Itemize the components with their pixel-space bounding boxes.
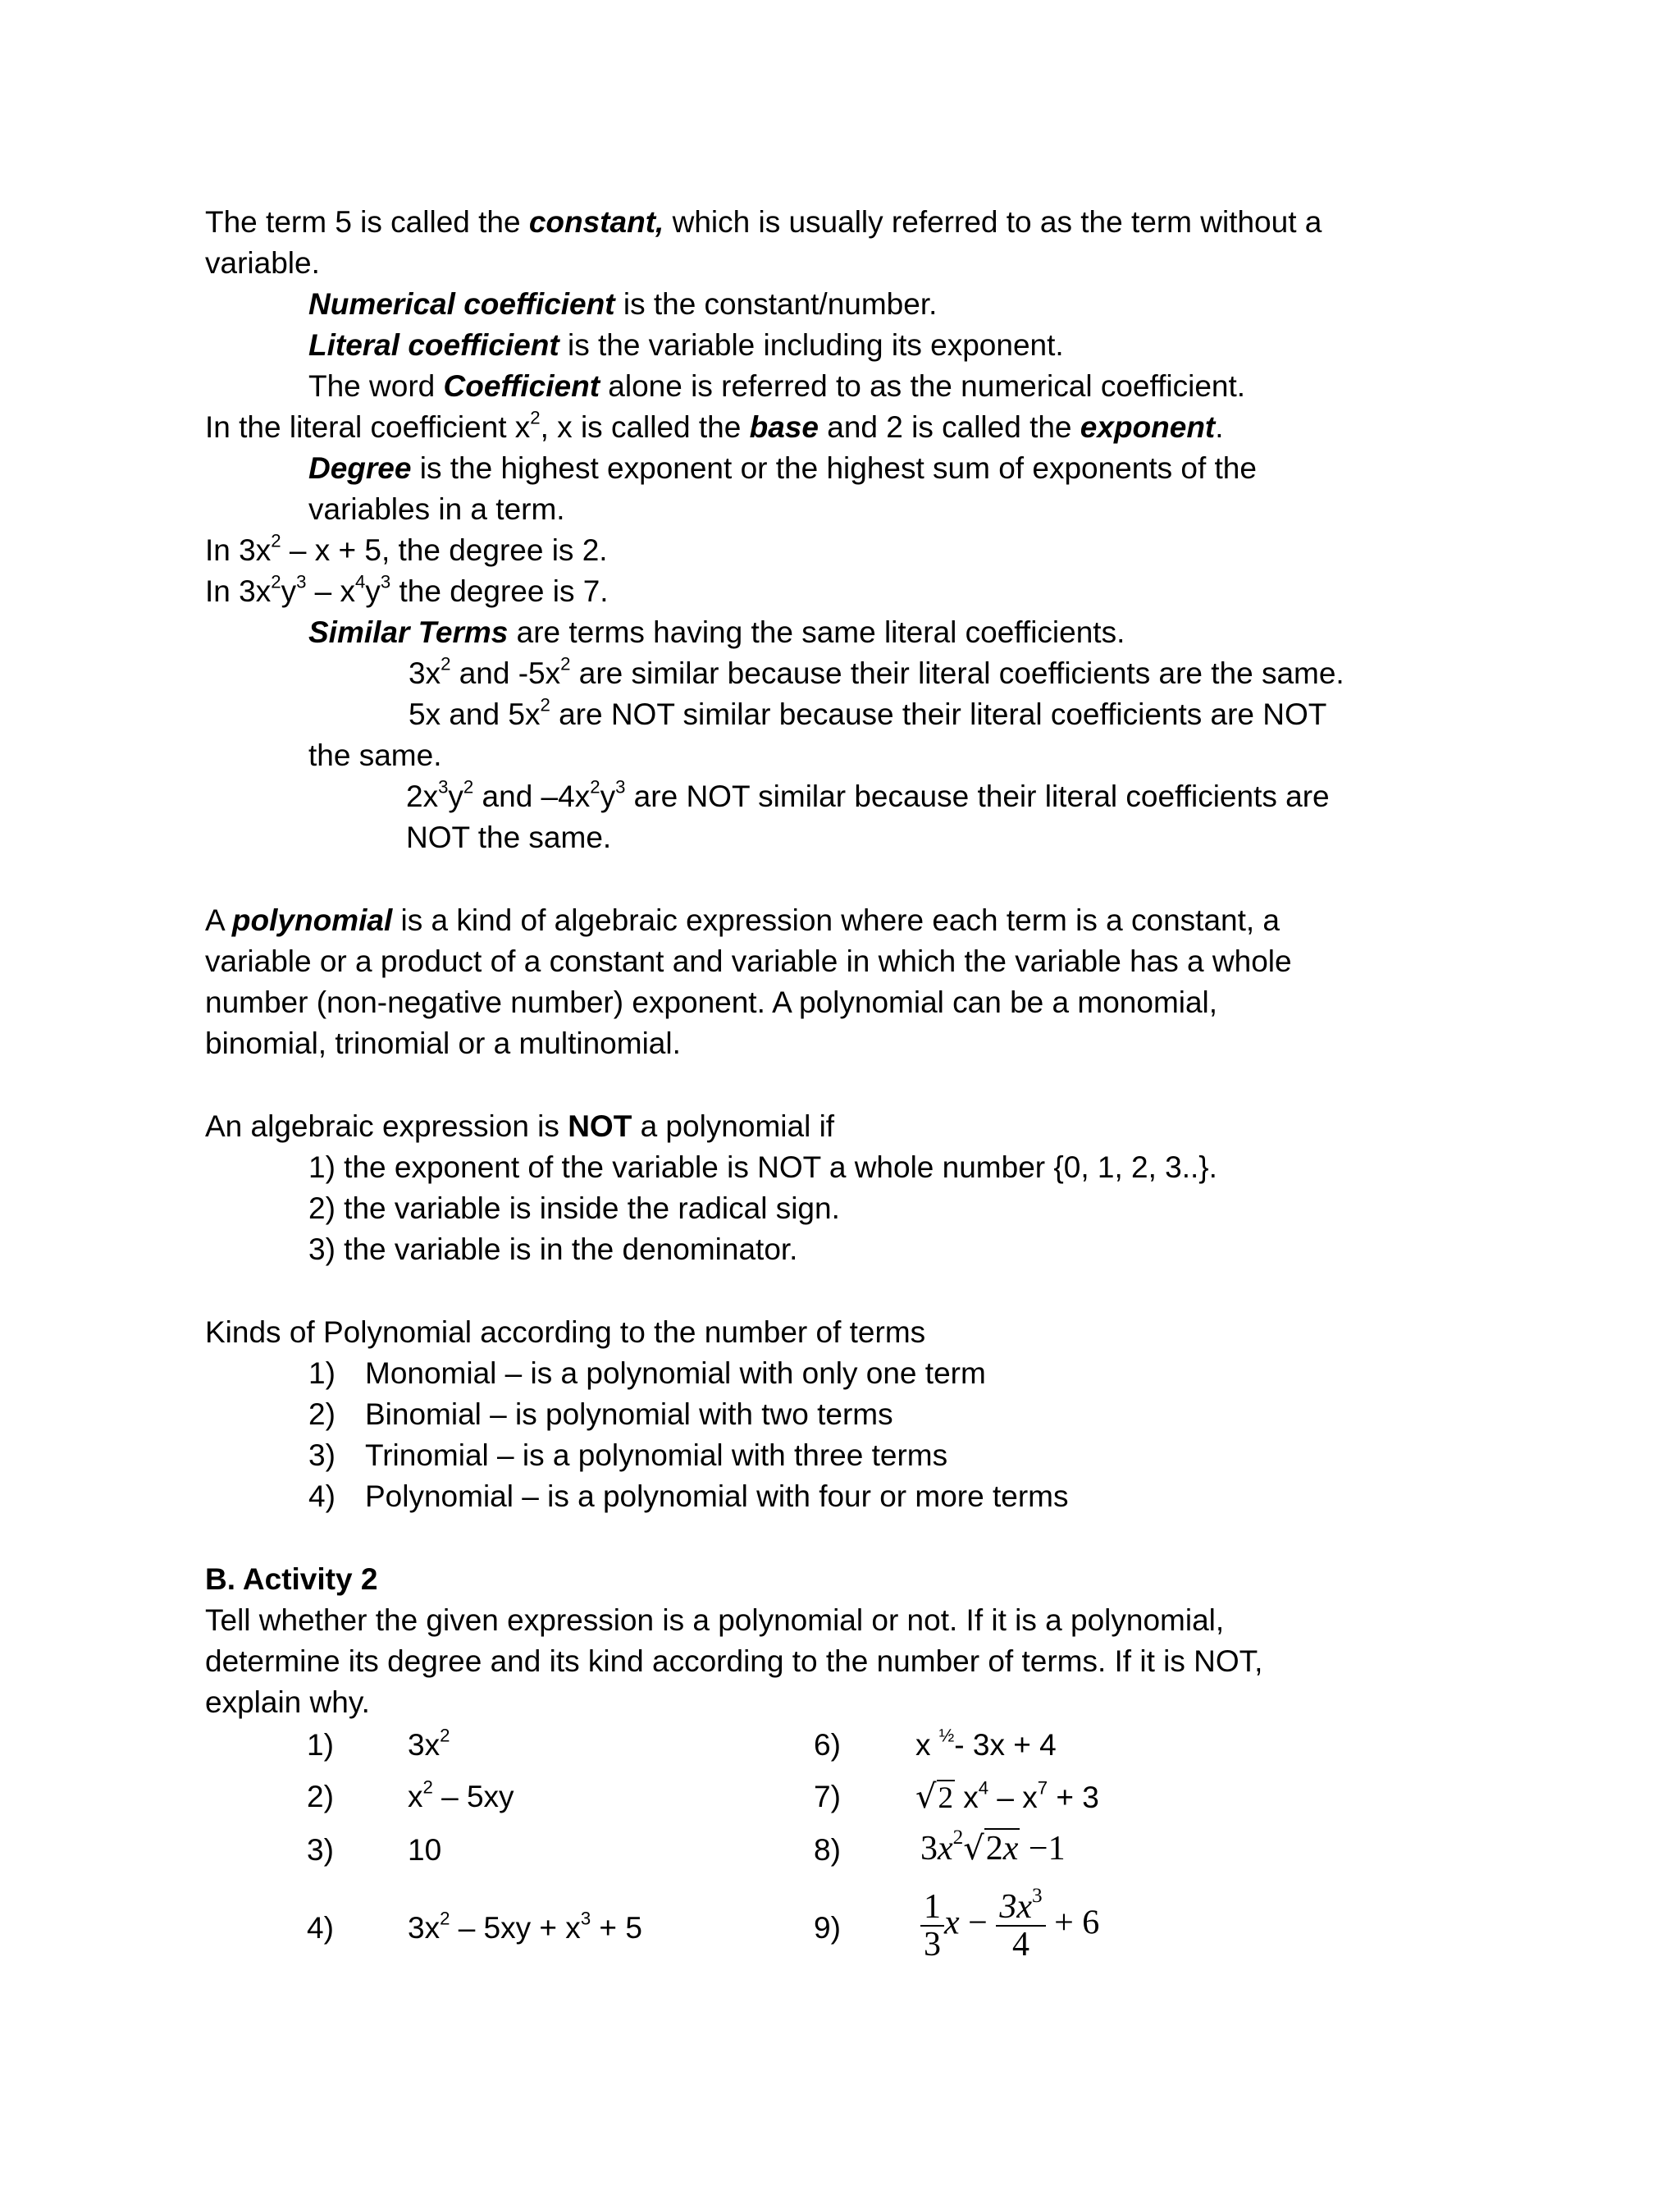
radicand xyxy=(984,1828,1020,1868)
superscript: 3 xyxy=(296,571,307,592)
list-text: Polynomial – is a polynomial with four or more terms xyxy=(365,1479,1069,1513)
literal-coefficient-def xyxy=(308,325,1064,366)
similar-example-2 xyxy=(409,694,1326,735)
text: which is usually referred to as the term without a xyxy=(664,205,1322,239)
text: are NOT similar because their literal coefficients are NOT xyxy=(550,697,1327,731)
polynomial-def-line3: number (non-negative number) exponent. A polynomial can be a monomial, xyxy=(205,985,1218,1019)
superscript: 2 xyxy=(271,530,281,551)
superscript: 2 xyxy=(271,571,281,592)
square-root xyxy=(915,1776,955,1819)
base-term: base xyxy=(749,410,819,444)
superscript: 2 xyxy=(590,776,600,798)
text: y xyxy=(600,780,616,813)
not-polynomial-item: 2) the variable is inside the radical sign. xyxy=(308,1191,840,1225)
text: - 3x + 4 xyxy=(954,1728,1057,1762)
polynomial-def-line2: variable or a product of a constant and variable in which the variable has a whole xyxy=(205,944,1292,978)
superscript: 2 xyxy=(530,407,541,428)
superscript: 2 xyxy=(463,776,474,798)
radical-sign-icon: √ xyxy=(963,1830,984,1868)
text: y xyxy=(448,780,463,813)
literal-coefficient-term: Literal coefficient xyxy=(308,328,559,362)
activity-expression-7 xyxy=(915,1776,1099,1819)
superscript: 2 xyxy=(441,653,451,674)
variable: x xyxy=(1002,1830,1019,1868)
similar-terms-term: Similar Terms xyxy=(308,615,509,649)
text: x xyxy=(955,1781,979,1814)
activity-item-number: 1) xyxy=(307,1728,334,1762)
text: the degree is 7. xyxy=(390,574,609,608)
text: 2x xyxy=(406,780,439,813)
list-text: Trinomial – is a polynomial with three terms xyxy=(365,1438,948,1472)
activity-item-number: 9) xyxy=(814,1911,841,1945)
activity-item-number: 3) xyxy=(307,1833,334,1867)
similar-example-3-cont: NOT the same. xyxy=(406,821,612,854)
activity-item-number: 6) xyxy=(814,1728,841,1762)
list-text: Binomial – is polynomial with two terms xyxy=(365,1397,893,1431)
denominator: 4 xyxy=(1011,1926,1029,1964)
text: y xyxy=(281,574,297,608)
text: and -5x xyxy=(450,656,561,690)
polynomial-def-line1 xyxy=(205,900,1280,941)
numerator xyxy=(996,1885,1045,1927)
list-number: 4) xyxy=(308,1479,336,1513)
activity-item-number: 4) xyxy=(307,1911,334,1945)
text: , x is called the xyxy=(540,410,750,444)
fraction xyxy=(996,1885,1045,1964)
text: y xyxy=(365,574,381,608)
fraction xyxy=(920,1889,944,1963)
square-root xyxy=(963,1828,1020,1869)
text: is the highest exponent or the highest sum of exponents of the xyxy=(411,451,1257,485)
text: x xyxy=(408,1780,423,1813)
text: – x xyxy=(988,1781,1038,1814)
activity-expression-9 xyxy=(920,1885,1100,1964)
activity-expression-1 xyxy=(408,1725,450,1766)
text: 2 xyxy=(985,1830,1003,1868)
numerical-coefficient-term: Numerical coefficient xyxy=(308,287,615,321)
constant-paragraph-line2: variable. xyxy=(205,246,320,280)
list-number: 2) xyxy=(308,1397,336,1431)
list-text: Monomial – is a polynomial with only one term xyxy=(365,1356,986,1390)
polynomial-term: polynomial xyxy=(231,903,393,937)
polynomial-def-line4: binomial, trinomial or a multinomial. xyxy=(205,1026,681,1060)
text: + 5 xyxy=(591,1911,642,1945)
text: 3x xyxy=(408,1728,441,1762)
coefficient-def xyxy=(308,366,1245,407)
variable: x xyxy=(944,1904,960,1942)
degree-def-line1 xyxy=(308,448,1257,489)
text: – x xyxy=(306,574,356,608)
superscript: 4 xyxy=(978,1777,989,1799)
text: and –4x xyxy=(473,780,591,813)
text: – x + 5, the degree is 2. xyxy=(281,533,608,567)
activity-expression-3: 10 xyxy=(408,1833,442,1867)
text: 3 xyxy=(920,1830,938,1868)
text: In 3x xyxy=(205,574,272,608)
text: 3x xyxy=(999,1888,1032,1926)
superscript: 3 xyxy=(580,1908,591,1929)
not-polynomial-item: 1) the exponent of the variable is NOT a whole number {0, 1, 2, 3..}. xyxy=(308,1150,1217,1184)
superscript: 7 xyxy=(1037,1777,1048,1799)
similar-example-2-cont: the same. xyxy=(308,738,442,772)
superscript: 2 xyxy=(952,1827,964,1849)
denominator: 3 xyxy=(924,1926,941,1964)
numerical-coefficient-def xyxy=(308,284,937,325)
degree-example-2 xyxy=(205,571,609,612)
superscript: 2 xyxy=(440,1908,450,1929)
activity-expression-4 xyxy=(408,1908,642,1949)
superscript: 4 xyxy=(355,571,366,592)
activity-expression-6 xyxy=(915,1725,1057,1766)
superscript: 2 xyxy=(540,694,550,716)
text: a polynomial if xyxy=(632,1109,835,1143)
degree-def-line2: variables in a term. xyxy=(308,492,565,526)
text: A xyxy=(205,903,232,937)
variable: x xyxy=(938,1830,953,1868)
kinds-heading: Kinds of Polynomial according to the number of terms xyxy=(205,1315,926,1349)
text: x xyxy=(915,1728,939,1762)
text: The word xyxy=(308,369,444,403)
coefficient-term: Coefficient xyxy=(443,369,600,403)
text: . xyxy=(1215,410,1224,444)
text: is the variable including its exponent. xyxy=(559,328,1064,362)
not-polynomial-item: 3) the variable is in the denominator. xyxy=(308,1232,798,1266)
superscript: 2 xyxy=(440,1725,450,1746)
numerator: 1 xyxy=(920,1889,944,1927)
similar-example-1 xyxy=(409,653,1344,694)
activity-title: B. Activity 2 xyxy=(205,1562,378,1596)
text: −1 xyxy=(1020,1830,1066,1868)
list-number: 3) xyxy=(308,1438,336,1472)
superscript: 2 xyxy=(560,653,571,674)
text: In the literal coefficient x xyxy=(205,410,531,444)
not-term: NOT xyxy=(568,1109,632,1143)
text: are similar because their literal coefficients are the same. xyxy=(570,656,1344,690)
radicand: 2 xyxy=(938,1781,953,1815)
text: – 5xy + x xyxy=(450,1911,581,1945)
text: + 3 xyxy=(1048,1781,1099,1814)
list-number: 1) xyxy=(308,1356,336,1390)
exponent-term: exponent xyxy=(1080,410,1216,444)
activity-instructions-line3: explain why. xyxy=(205,1685,370,1719)
constant-paragraph-line1 xyxy=(205,202,1322,243)
superscript: ½ xyxy=(938,1725,955,1746)
activity-instructions-line1: Tell whether the given expression is a polynomial or not. If it is a polynomial, xyxy=(205,1603,1225,1637)
degree-example-1 xyxy=(205,530,608,571)
text: + 6 xyxy=(1045,1904,1100,1942)
superscript: 3 xyxy=(615,776,626,798)
superscript: 3 xyxy=(380,571,391,592)
text: alone is referred to as the numerical coefficient. xyxy=(600,369,1246,403)
activity-item-number: 2) xyxy=(307,1780,334,1813)
text: – 5xy xyxy=(432,1780,514,1813)
text: is a kind of algebraic expression where each term is a constant, a xyxy=(392,903,1281,937)
text: 3x xyxy=(408,1911,441,1945)
activity-expression-8 xyxy=(920,1828,1066,1869)
radical-sign-icon: √ xyxy=(915,1778,937,1816)
activity-item-number: 7) xyxy=(814,1780,841,1813)
text: 3x xyxy=(409,656,441,690)
base-exponent-def xyxy=(205,407,1224,448)
similar-terms-def xyxy=(308,612,1125,653)
text: An algebraic expression is xyxy=(205,1109,568,1143)
text: The term 5 is called the xyxy=(205,205,529,239)
text: are NOT similar because their literal coefficients are xyxy=(625,780,1330,813)
text: In 3x xyxy=(205,533,272,567)
superscript: 3 xyxy=(438,776,449,798)
constant-term: constant, xyxy=(528,205,664,239)
activity-item-number: 8) xyxy=(814,1833,841,1867)
activity-instructions-line2: determine its degree and its kind according to the number of terms. If it is NOT, xyxy=(205,1644,1263,1678)
text: − xyxy=(959,1904,997,1942)
text: and 2 is called the xyxy=(818,410,1080,444)
activity-expression-2 xyxy=(408,1776,514,1817)
not-polynomial-heading xyxy=(205,1106,834,1147)
superscript: 3 xyxy=(1032,1885,1043,1908)
text: are terms having the same literal coefficients. xyxy=(508,615,1125,649)
text: 5x and 5x xyxy=(409,697,541,731)
superscript: 2 xyxy=(422,1776,433,1798)
similar-example-3 xyxy=(406,776,1330,817)
text: is the constant/number. xyxy=(614,287,938,321)
degree-term: Degree xyxy=(308,451,412,485)
